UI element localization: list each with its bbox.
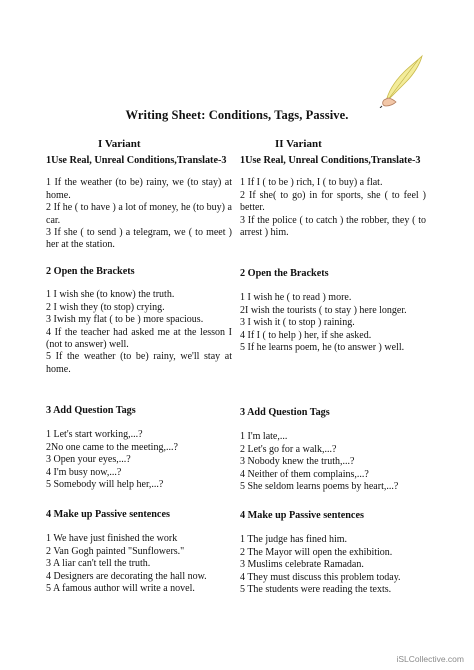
exercise-item: 2I wish the tourists ( to stay ) here longer. (240, 304, 407, 316)
exercise-item: 5 If the weather (to be) rainy, we'll stay at home. (46, 351, 232, 375)
exercise-item: 4 They must discuss this problem today. (240, 571, 401, 583)
exercise-item: 1 If I ( to be ) rich, I ( to buy) a flat. (240, 177, 383, 189)
left-section-1 (46, 155, 232, 252)
exercise-item: 2 I wish they (to stop) crying. (46, 301, 165, 313)
exercise-item: 1 Let's start working,...? (46, 429, 143, 441)
section-heading: 1Use Real, Unreal Conditions,Translate-3 (240, 155, 421, 166)
section-heading: 3 Add Question Tags (240, 407, 330, 418)
left-section-4 (46, 509, 232, 595)
exercise-item: 5 Somebody will help her,...? (46, 479, 164, 491)
right-section-2 (240, 268, 426, 354)
exercise-item: 1 I wish she (to know) the truth. (46, 289, 175, 301)
exercise-item: 3 I wish it ( to stop ) raining. (240, 317, 355, 329)
exercise-item: 3 If she ( to send ) a telegram, we ( to meet ) her at the station. (46, 227, 232, 251)
quill-pen-icon (378, 52, 426, 108)
exercise-item: 5 A famous author will write a novel. (46, 583, 195, 595)
page-title: Writing Sheet: Conditions, Tags, Passive. (125, 108, 349, 122)
section-heading: 2 Open the Brackets (240, 268, 329, 279)
exercise-item: 3 Muslims celebrate Ramadan. (240, 559, 364, 571)
exercise-item: 5 She seldom learns poems by heart,...? (240, 481, 399, 493)
exercise-item: 1 I'm late,... (240, 431, 288, 443)
exercise-item: 2 If she( to go) in for sports, she ( to feel ) better. (240, 189, 426, 214)
right-section-4 (240, 510, 426, 596)
variant-label-left: I Variant (98, 138, 141, 150)
exercise-item: 4 Neither of them complains,...? (240, 468, 369, 480)
exercise-item: 2 If he ( to have ) a lot of money, he (to buy) a car. (46, 202, 232, 226)
exercise-item: 1 The judge has fined him. (240, 534, 348, 546)
exercise-item: 3 Iwish my flat ( to be ) more spacious. (46, 314, 204, 326)
exercise-item: 2 Van Gogh painted "Sunflowers." (46, 545, 185, 557)
section-heading: 2 Open the Brackets (46, 266, 135, 277)
exercise-item: 4 If I ( to help ) her, if she asked. (240, 329, 372, 341)
exercise-item: 3 Open your eyes,...? (46, 454, 131, 466)
section-heading: 1Use Real, Unreal Conditions,Translate-3 (46, 155, 227, 166)
exercise-item: 3 If the police ( to catch ) the robber, they ( to arrest ) him. (240, 214, 426, 239)
left-section-2 (46, 266, 232, 376)
section-heading: 3 Add Question Tags (46, 405, 136, 416)
right-section-3 (240, 407, 426, 493)
section-heading: 4 Make up Passive sentences (46, 509, 170, 520)
right-section-1 (240, 155, 426, 239)
exercise-item: 1 If the weather (to be) rainy, we (to stay) at home. (46, 177, 232, 201)
section-heading: 4 Make up Passive sentences (240, 510, 364, 521)
exercise-item: 5 If he learns poem, he (to answer ) well. (240, 342, 405, 354)
exercise-item: 4 If the teacher had asked me at the lesson I (not to answer) well. (46, 326, 232, 351)
exercise-item: 3 A liar can't tell the truth. (46, 558, 151, 570)
exercise-item: 4 Designers are decorating the hall now. (46, 570, 207, 582)
exercise-item: 5 The students were reading the texts. (240, 584, 392, 596)
exercise-item: 4 I'm busy now,...? (46, 466, 122, 478)
exercise-item: 2 The Mayor will open the exhibition. (240, 546, 393, 558)
left-section-3 (46, 405, 232, 491)
exercise-item: 3 Nobody knew the truth,...? (240, 456, 355, 468)
variant-label-right: II Variant (275, 138, 322, 150)
site-watermark: iSLCollective.com (396, 654, 464, 664)
exercise-item: 2 Let's go for a walk,...? (240, 443, 337, 455)
exercise-item: 1 We have just finished the work (46, 533, 178, 545)
exercise-item: 1 I wish he ( to read ) more. (240, 292, 352, 304)
exercise-item: 2No one came to the meeting,...? (46, 441, 178, 453)
